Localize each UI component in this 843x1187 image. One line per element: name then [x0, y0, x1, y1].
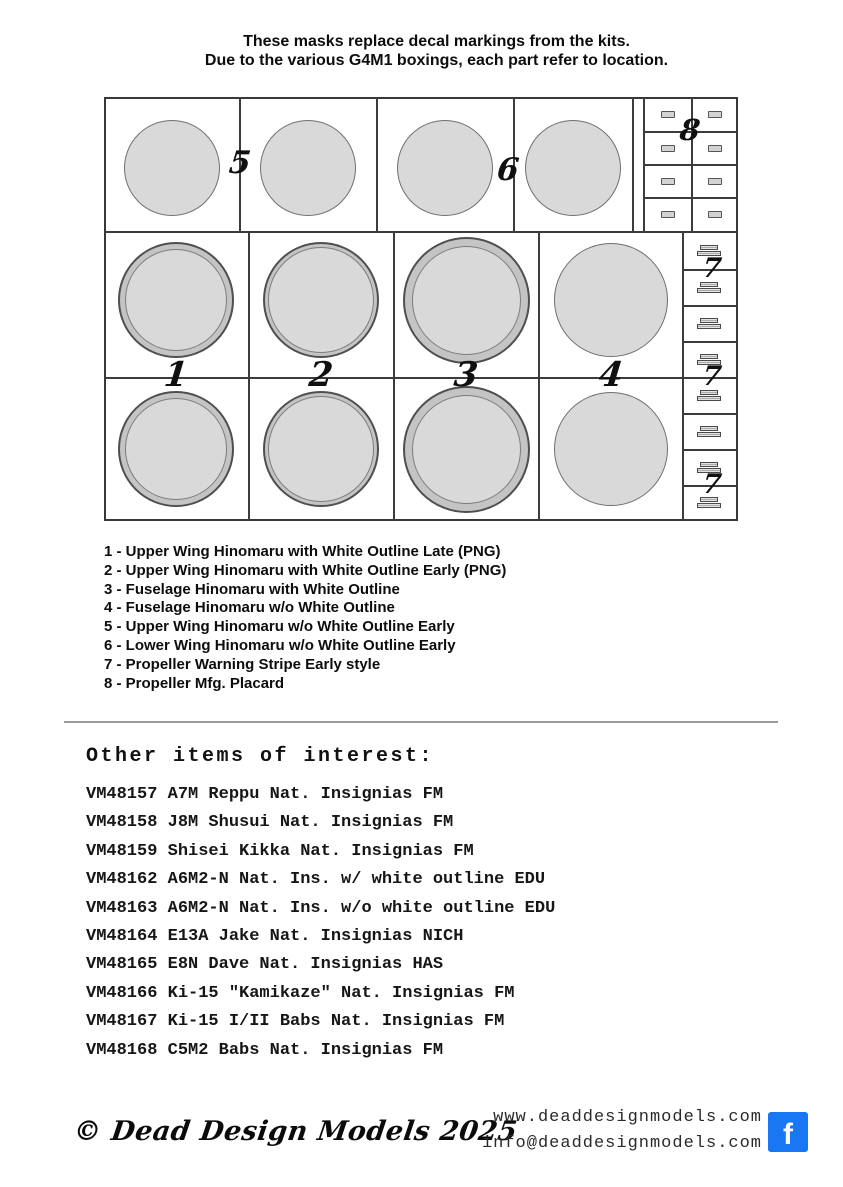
header-note: [0, 32, 843, 70]
product-item: VM48158 J8M Shusui Nat. Insignias FM: [86, 813, 454, 833]
section-divider: [64, 721, 778, 723]
grid-line: [376, 97, 378, 232]
placard-icon: [708, 111, 722, 118]
mask-number-7: 7: [700, 361, 724, 392]
hinomaru-mask: [260, 120, 356, 216]
hinomaru-mask: [124, 120, 220, 216]
placard-icon: [708, 178, 722, 185]
mask-number-3: 3: [452, 355, 480, 395]
product-item: VM48167 Ki-15 I/II Babs Nat. Insignias FM: [86, 1012, 505, 1032]
hinomaru-mask: [554, 392, 668, 506]
grid-line: [104, 231, 738, 233]
product-item: VM48165 E8N Dave Nat. Insignias HAS: [86, 955, 444, 975]
product-item: VM48166 Ki-15 "Kamikaze" Nat. Insignias FM: [86, 983, 515, 1003]
mask-number-1: 1: [162, 355, 190, 395]
hinomaru-mask: [397, 120, 493, 216]
legend-item: 1 - Upper Wing Hinomaru with White Outline Late (PNG): [104, 543, 501, 560]
placard-icon: [661, 211, 675, 218]
grid-line: [682, 305, 738, 307]
legend-item: 2 - Upper Wing Hinomaru with White Outline Early (PNG): [104, 561, 507, 579]
mask-legend: [104, 543, 506, 693]
mask-number-5: 5: [227, 145, 253, 181]
other-items-list: [86, 781, 555, 1065]
hinomaru-mask-center: [268, 247, 374, 353]
placard-icon: [708, 211, 722, 218]
hinomaru-mask-center: [412, 246, 521, 355]
legend-item: 6 - Lower Wing Hinomaru w/o White Outline Early: [104, 636, 456, 654]
hinomaru-mask-outlined: [118, 242, 234, 358]
facebook-button[interactable]: [768, 1112, 808, 1152]
hinomaru-mask: [554, 243, 668, 357]
mask-layout-diagram: [104, 97, 738, 521]
legend-item: 8 - Propeller Mfg. Placard: [104, 674, 285, 692]
mask-number-4: 4: [597, 355, 625, 395]
other-items-title: Other items of interest:: [86, 745, 435, 768]
product-item: VM48159 Shisei Kikka Nat. Insignias FM: [86, 841, 474, 861]
facebook-icon: f: [783, 1118, 793, 1151]
legend-item: 5 - Upper Wing Hinomaru w/o White Outline Early: [104, 618, 455, 636]
product-item: VM48163 A6M2-N Nat. Ins. w/o white outline EDU: [86, 898, 556, 918]
mask-number-7: 7: [700, 469, 724, 500]
header-note-line2: Due to the various G4M1 boxings, each part refer to location.: [204, 52, 669, 69]
propeller-stripe-icon: [697, 425, 721, 437]
mask-number-8: 8: [678, 113, 702, 147]
hinomaru-mask-center: [412, 395, 521, 504]
placard-icon: [708, 145, 722, 152]
product-item: VM48168 C5M2 Babs Nat. Insignias FM: [86, 1040, 444, 1060]
mask-number-6: 6: [495, 152, 521, 188]
grid-line: [632, 97, 634, 232]
grid-line: [682, 449, 738, 451]
email-address: info@deaddesignmodels.com: [481, 1134, 762, 1153]
grid-line: [682, 341, 738, 343]
header-note-line1: These masks replace decal markings from the kits.: [243, 33, 630, 50]
hinomaru-mask-outlined: [403, 386, 530, 513]
hinomaru-mask-center: [125, 249, 227, 351]
hinomaru-mask: [525, 120, 621, 216]
mask-number-7: 7: [700, 253, 724, 284]
grid-line: [643, 197, 738, 199]
grid-line: [682, 413, 738, 415]
propeller-stripe-icon: [697, 317, 721, 329]
website-url: www.deaddesignmodels.com: [493, 1108, 762, 1127]
product-item: VM48162 A6M2-N Nat. Ins. w/ white outline EDU: [86, 870, 546, 890]
hinomaru-mask-outlined: [263, 242, 379, 358]
legend-item: 7 - Propeller Warning Stripe Early style: [104, 655, 381, 673]
placard-icon: [661, 111, 675, 118]
hinomaru-mask-outlined: [263, 391, 379, 507]
hinomaru-mask-center: [268, 396, 374, 502]
hinomaru-mask-outlined: [118, 391, 234, 507]
contact-block: [482, 1105, 762, 1157]
legend-item: 3 - Fuselage Hinomaru with White Outline: [104, 580, 400, 598]
legend-item: 4 - Fuselage Hinomaru w/o White Outline: [104, 599, 395, 617]
grid-line: [643, 164, 738, 166]
mask-number-2: 2: [307, 355, 335, 395]
hinomaru-mask-outlined: [403, 237, 530, 364]
placard-icon: [661, 178, 675, 185]
product-item: VM48157 A7M Reppu Nat. Insignias FM: [86, 785, 444, 804]
hinomaru-mask-center: [125, 398, 227, 500]
copyright-script: © Dead Design Models 2025: [71, 1116, 520, 1147]
product-item: VM48164 E13A Jake Nat. Insignias NICH: [86, 927, 464, 947]
